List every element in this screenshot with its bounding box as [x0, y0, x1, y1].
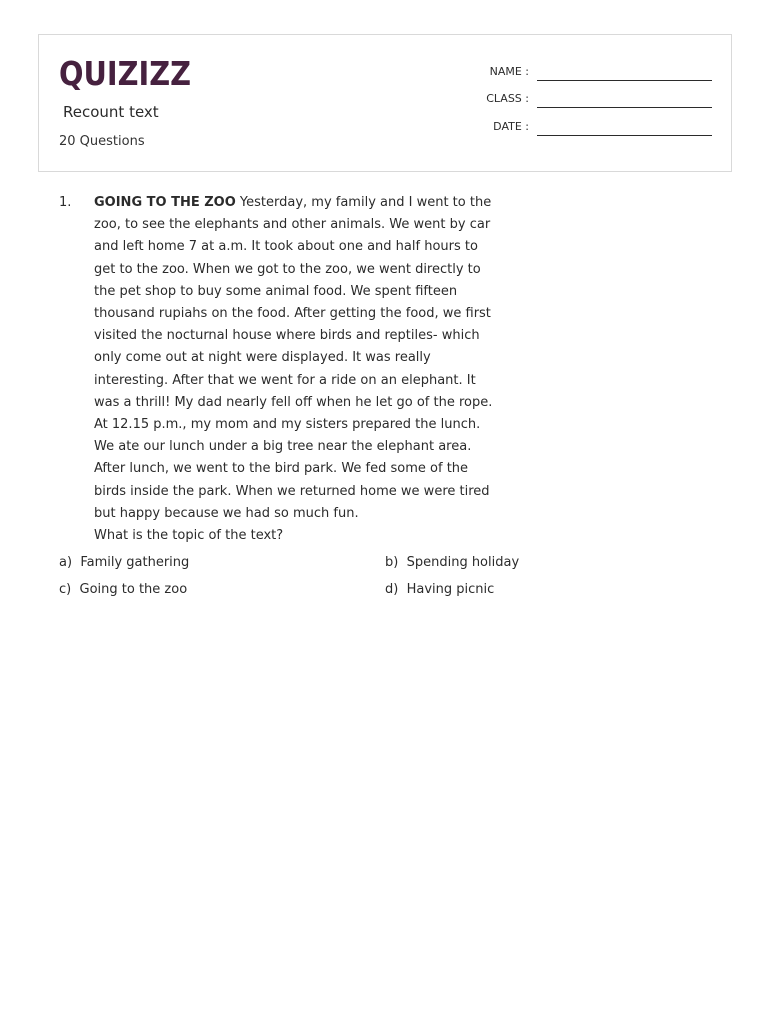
class-line[interactable] [537, 107, 712, 108]
passage-heading: GOING TO THE ZOO [94, 195, 236, 210]
question-prompt: What is the topic of the text? [94, 528, 284, 544]
class-label: CLASS : [486, 92, 529, 105]
worksheet-title: Recount text [63, 103, 159, 121]
logo-wordmark: QUIZIZZ [59, 54, 191, 93]
option-d[interactable] [385, 582, 494, 597]
question-count: 20 Questions [59, 134, 145, 149]
option-text: Going to the zoo [79, 582, 188, 597]
date-line[interactable] [537, 135, 712, 136]
option-text: Having picnic [406, 582, 495, 597]
option-a[interactable] [59, 555, 189, 570]
name-label: NAME : [489, 65, 529, 78]
question-text [94, 192, 494, 547]
option-letter: d) [385, 582, 399, 597]
passage-body: Yesterday, my family and I went to the zoo, to see the elephants and other animals. We went by car and left home 7 at a.m. It took about one and half hours to get to the zoo. When we got to the zoo, we went directly to the pet shop to buy some animal food. We spent fifteen thousand rupiahs on the food. After getting the food, we first visited the nocturnal house where birds and reptiles- which only come out at night were displayed. It was really interesting. After that we went for a ride on an elephant. It was a thrill! My dad nearly fell off when he let go of the rope. At 12.15 p.m., my mom and my sisters prepared the lunch. We ate our lunch under a big tree near the elephant area. After lunch, we went to the bird park. We fed some of the birds inside the park. When we returned home we were tired but happy because we had so much fun. [94, 195, 493, 521]
name-line[interactable] [537, 80, 712, 81]
quizizz-logo [59, 53, 193, 91]
option-text: Family gathering [80, 555, 190, 570]
question-number: 1. [59, 195, 72, 210]
option-c[interactable] [59, 582, 187, 597]
option-letter: c) [59, 582, 72, 597]
option-text: Spending holiday [406, 555, 520, 570]
option-letter: b) [385, 555, 399, 570]
option-letter: a) [59, 555, 73, 570]
date-label: DATE : [493, 120, 529, 133]
worksheet-header [38, 34, 732, 172]
option-b[interactable] [385, 555, 519, 570]
